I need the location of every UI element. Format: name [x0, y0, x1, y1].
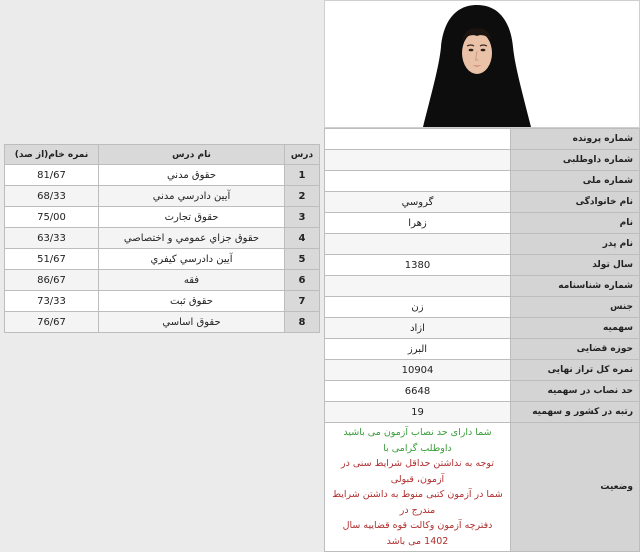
lesson-score: 73/33 — [5, 291, 99, 312]
birth-year-label: سال تولد — [511, 255, 640, 276]
lesson-number: 6 — [285, 270, 320, 291]
table-row — [5, 270, 320, 291]
candidate-number-label: شماره داوطلبی — [511, 150, 640, 171]
lesson-name: آيين دادرسي كيفري — [99, 249, 285, 270]
lesson-score: 81/67 — [5, 165, 99, 186]
table-row — [5, 165, 320, 186]
candidate-portrait-icon — [423, 3, 531, 127]
info-row — [325, 297, 640, 318]
status-message — [325, 423, 510, 551]
lesson-score: 51/67 — [5, 249, 99, 270]
rank-value: 19 — [325, 402, 511, 423]
photo-frame — [324, 0, 640, 128]
judicial-district-label: حوزه قضایی — [511, 339, 640, 360]
quota-threshold-value: 6648 — [325, 381, 511, 402]
last-name-value: گروسي — [325, 192, 511, 213]
table-row — [5, 312, 320, 333]
quota-value: ازاد — [325, 318, 511, 339]
lesson-number: 4 — [285, 228, 320, 249]
status-line-2: توجه به نداشتن حداقل شرایط سنی در آزمون، قبولی — [340, 458, 494, 485]
table-row — [5, 207, 320, 228]
last-name-label: نام خانوادگی — [511, 192, 640, 213]
id-card-number-value — [325, 276, 511, 297]
info-row — [325, 381, 640, 402]
gender-value: زن — [325, 297, 511, 318]
first-name-label: نام — [511, 213, 640, 234]
info-row — [325, 171, 640, 192]
info-row — [325, 150, 640, 171]
national-id-value — [325, 171, 511, 192]
lesson-number: 5 — [285, 249, 320, 270]
total-score-value: 10904 — [325, 360, 511, 381]
scores-header-row — [5, 145, 320, 165]
judicial-district-value: البرز — [325, 339, 511, 360]
lesson-name: حقوق مدني — [99, 165, 285, 186]
lesson-score: 76/67 — [5, 312, 99, 333]
lesson-name: آيين دادرسي مدني — [99, 186, 285, 207]
lesson-number: 3 — [285, 207, 320, 228]
header-raw-score: نمره خام(از صد) — [5, 145, 99, 165]
father-name-value — [325, 234, 511, 255]
info-row — [325, 402, 640, 423]
lesson-number: 8 — [285, 312, 320, 333]
status-line-1: شما دارای حد نصاب آزمون می باشید داوطلب گرامی با — [343, 427, 492, 454]
table-row — [5, 291, 320, 312]
file-number-label: شماره پرونده — [511, 129, 640, 150]
lesson-name: حقوق تجارت — [99, 207, 285, 228]
file-number-value — [325, 129, 511, 150]
status-value — [325, 423, 511, 552]
rank-label: رتبه در کشور و سهمیه — [511, 402, 640, 423]
quota-threshold-label: حد نصاب در سهمیه — [511, 381, 640, 402]
scores-table — [4, 144, 320, 333]
id-card-number-label: شماره شناسنامه — [511, 276, 640, 297]
lesson-number: 7 — [285, 291, 320, 312]
lesson-score: 86/67 — [5, 270, 99, 291]
lesson-name: فقه — [99, 270, 285, 291]
candidate-info-table — [324, 128, 640, 552]
birth-year-value: 1380 — [325, 255, 511, 276]
status-line-4: دفترچه آزمون وکالت قوه قضاییه سال 1402 می باشد — [342, 520, 493, 547]
national-id-label: شماره ملی — [511, 171, 640, 192]
info-row — [325, 276, 640, 297]
lesson-name: حقوق اساسي — [99, 312, 285, 333]
info-row — [325, 360, 640, 381]
status-label: وضعیت — [511, 423, 640, 552]
lesson-score: 75/00 — [5, 207, 99, 228]
lesson-score: 63/33 — [5, 228, 99, 249]
lesson-score: 68/33 — [5, 186, 99, 207]
first-name-value: زهرا — [325, 213, 511, 234]
table-row — [5, 249, 320, 270]
info-row — [325, 318, 640, 339]
candidate-number-value — [325, 150, 511, 171]
father-name-label: نام پدر — [511, 234, 640, 255]
quota-label: سهمیه — [511, 318, 640, 339]
total-score-label: نمره کل تراز نهایی — [511, 360, 640, 381]
info-row — [325, 213, 640, 234]
lesson-number: 1 — [285, 165, 320, 186]
info-row — [325, 255, 640, 276]
status-line-3: شما در آزمون کتبی منوط به داشتن شرایط مندرج در — [332, 489, 503, 516]
candidate-profile-panel — [324, 0, 640, 547]
lesson-number: 2 — [285, 186, 320, 207]
status-row — [325, 423, 640, 552]
lesson-name: حقوق جزاي عمومي و اختصاصي — [99, 228, 285, 249]
table-row — [5, 186, 320, 207]
header-lesson-name: نام درس — [99, 145, 285, 165]
table-row — [5, 228, 320, 249]
lesson-name: حقوق ثبت — [99, 291, 285, 312]
info-row — [325, 192, 640, 213]
info-row — [325, 339, 640, 360]
header-lesson-number: درس — [285, 145, 320, 165]
gender-label: جنس — [511, 297, 640, 318]
info-row — [325, 234, 640, 255]
info-row — [325, 129, 640, 150]
